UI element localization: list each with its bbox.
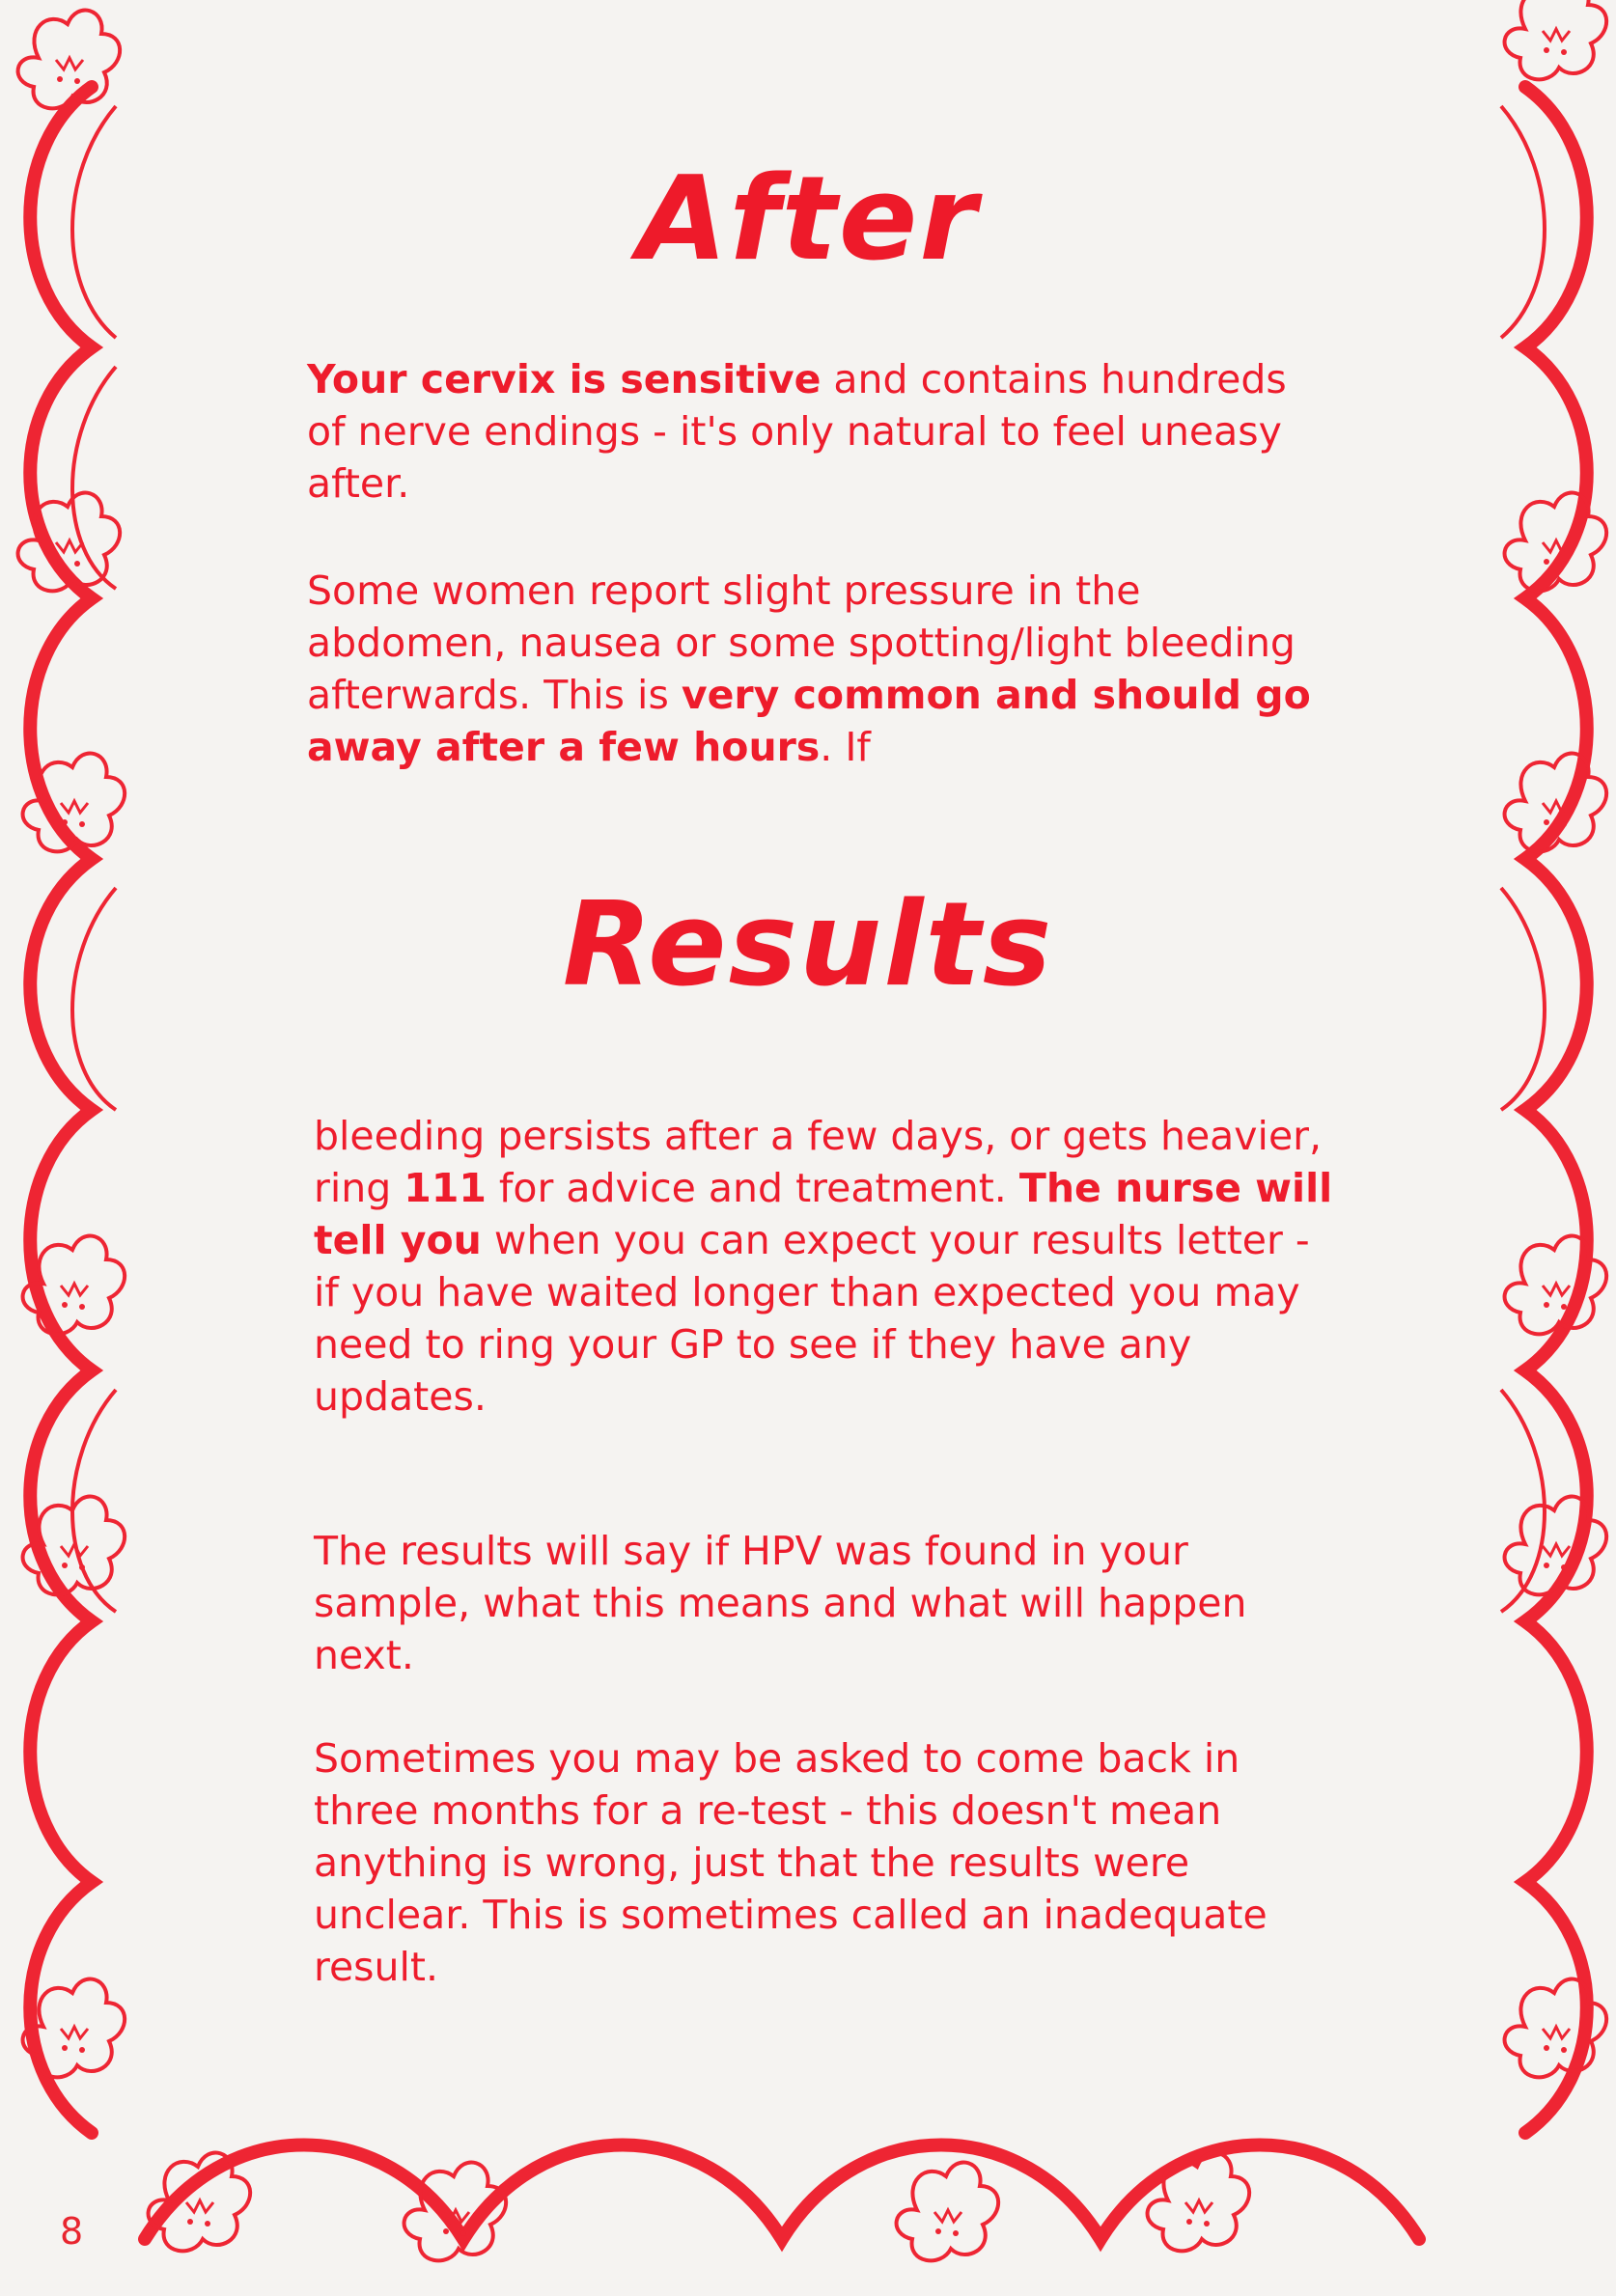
heading-results: Results: [562, 878, 1054, 1012]
results-paragraph-3: Sometimes you may be asked to come back in three months for a re-test - this doesn't mean anything is wrong, just that the results were unclear. This is sometimes called an inadequate result.: [314, 1735, 1268, 1990]
results-p1-start: bleeding persists after a few days, or gets heavier, ring: [314, 1113, 1323, 1211]
after-paragraph-1: [307, 353, 1330, 510]
after-paragraph-2: [307, 565, 1330, 773]
heading-after: After: [637, 152, 979, 287]
after-p2-end: . If: [820, 724, 871, 770]
results-p1-bold: The nurse will tell you: [314, 1165, 1333, 1263]
results-p1-mid: for advice and treatment.: [486, 1165, 1019, 1211]
results-paragraph-2: The results will say if HPV was found in your sample, what this means and what will happen next.: [314, 1528, 1247, 1678]
after-p2-bold: very common and should go away after a few hours: [307, 672, 1311, 770]
after-p1-text: and contains hundreds of nerve endings - it's only natural to feel uneasy after.: [307, 356, 1287, 507]
page-number: 8: [60, 2210, 84, 2253]
after-p1-bold: Your cervix is sensitive: [307, 356, 822, 402]
after-p2-text: Some women report slight pressure in the abdomen, nausea or some spotting/light bleeding afterwards. This is: [307, 567, 1296, 718]
results-p1-end: when you can expect your results letter - if you have waited longer than expected you may need to ring your GP to see if they have any updates.: [314, 1217, 1310, 1420]
results-paragraph-1: [314, 1110, 1337, 1423]
results-p1-number: 111: [404, 1165, 487, 1211]
